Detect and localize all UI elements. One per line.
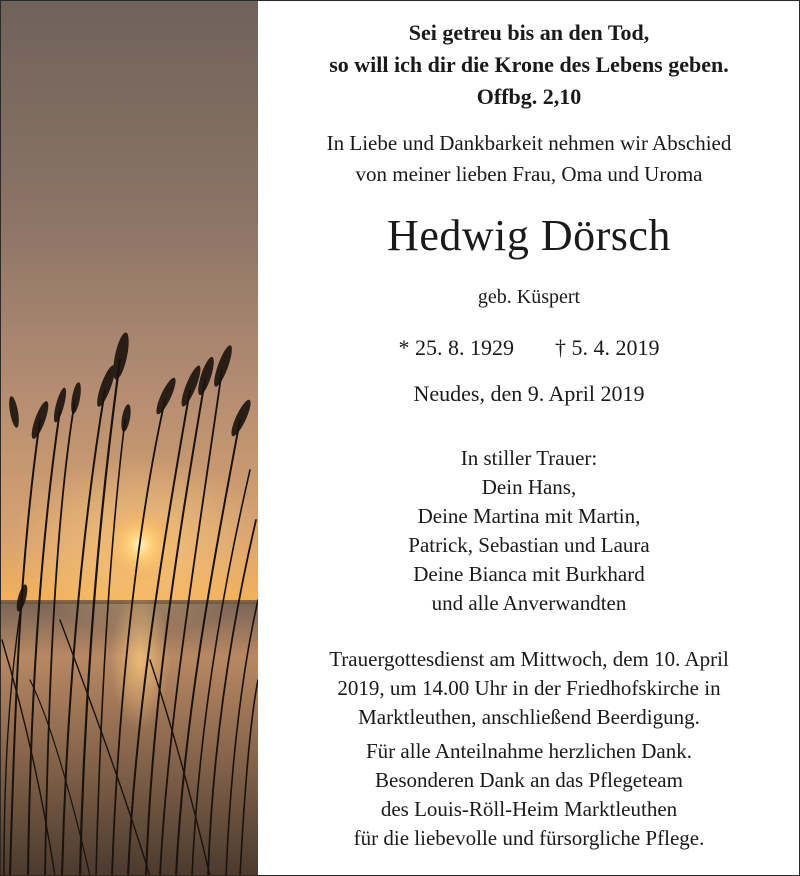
scripture-line: so will ich dir die Krone des Lebens geben. [329, 52, 729, 77]
life-dates [258, 335, 800, 361]
mourner-line: Deine Martina mit Martin, [417, 504, 641, 528]
deceased-name: Hedwig Dörsch [387, 211, 671, 260]
mourner-line: Patrick, Sebastian und Laura [408, 533, 650, 557]
thanks-line: Besonderen Dank an das Pflegeteam [375, 768, 683, 792]
scripture-reference: Offbg. 2,10 [476, 84, 582, 109]
intro-line: In Liebe und Dankbarkeit nehmen wir Abschied [326, 131, 732, 155]
thanks-line: für die liebevolle und fürsorgliche Pflege. [353, 826, 705, 850]
born-date: 25. 8. 1929 [415, 335, 514, 360]
maiden-name: geb. Küspert [477, 286, 581, 308]
service-line: Marktleuthen, anschließend Beerdigung. [358, 705, 700, 729]
mourners-heading: In stiller Trauer: [460, 446, 598, 470]
died-symbol: † [555, 335, 566, 360]
thanks-line: des Louis-Röll-Heim Marktleuthen [380, 797, 678, 821]
service-line: Trauergottesdienst am Mittwoch, dem 10. April [329, 647, 729, 671]
intro-line: von meiner lieben Frau, Oma und Uroma [355, 162, 703, 186]
mourner-line: Deine Bianca mit Burkhard [413, 562, 645, 586]
mourner-line: Dein Hans, [481, 475, 577, 499]
notice-text [258, 0, 800, 876]
place-date: Neudes, den 9. April 2019 [413, 381, 645, 406]
died-date: 5. 4. 2019 [571, 335, 660, 360]
service-line: 2019, um 14.00 Uhr in der Friedhofskirche in [337, 676, 721, 700]
thanks-line: Für alle Anteilnahme herzlichen Dank. [366, 739, 692, 763]
scripture-line: Sei getreu bis an den Tod, [408, 20, 650, 45]
sunset-reeds-photo [0, 0, 258, 876]
mourner-line: und alle Anverwandten [431, 591, 627, 615]
born-symbol: * [398, 335, 410, 360]
